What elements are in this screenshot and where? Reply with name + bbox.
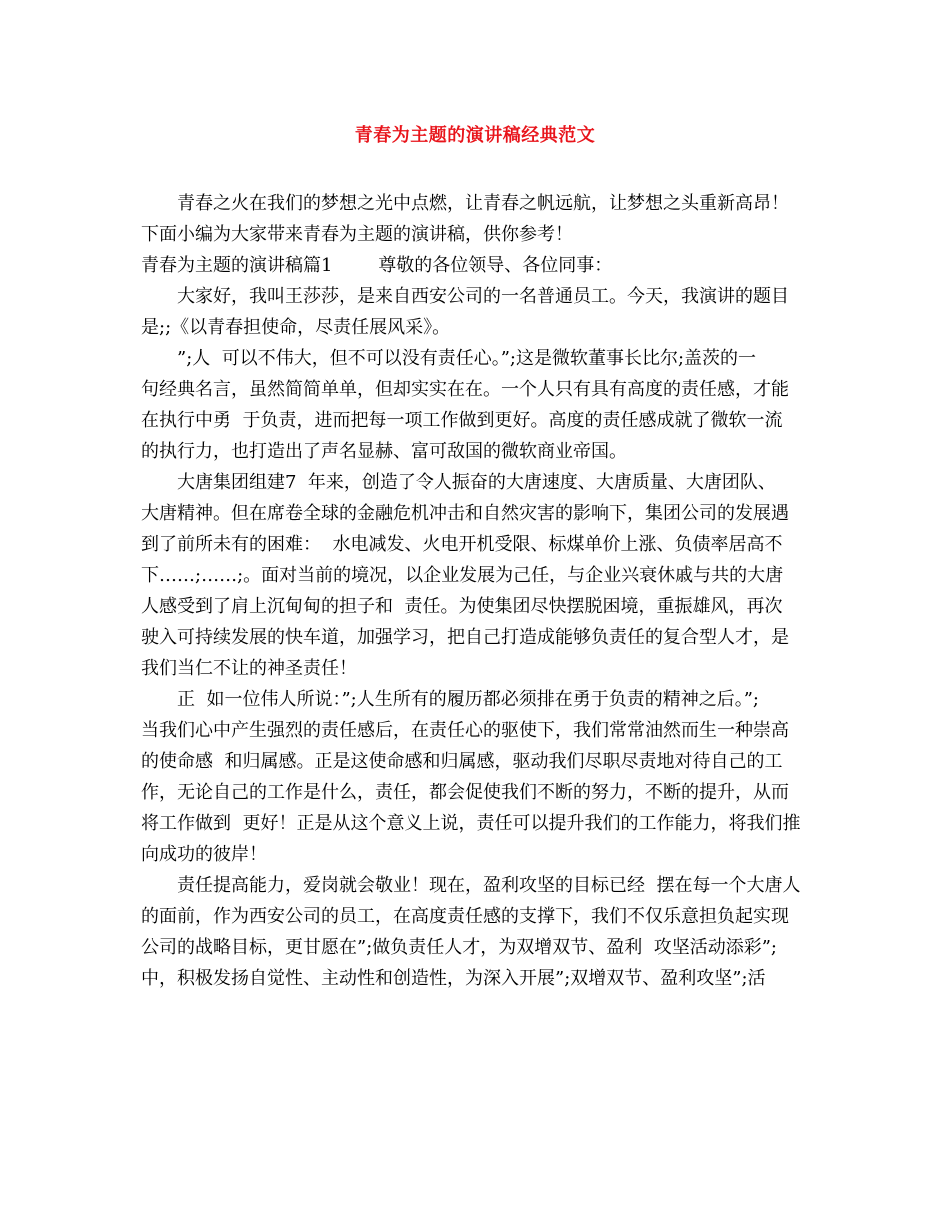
paragraph-line: 大唐集团组建7 年来，创造了令人振奋的大唐速度、大唐质量、大唐团队、 <box>177 472 776 493</box>
paragraph-line: 下面小编为大家带来青春为主题的演讲稿，供你参考！ <box>141 224 573 245</box>
paragraph-line: 句经典名言，虽然简简单单，但却实实在在。一个人只有具有高度的责任感，才能 <box>141 379 789 400</box>
paragraph-line: 作，无论自己的工作是什么，责任，都会促使我们不断的努力，不断的提升，从而 <box>141 782 789 803</box>
paragraph-line: 中，积极发扬自觉性、主动性和创造性，为深入开展”;双增双节、盈利攻坚”;活 <box>141 968 766 989</box>
paragraph-line: 正 如一位伟人所说：”;人生所有的履历都必须排在勇于负责的精神之后。”; <box>177 689 759 710</box>
paragraph-line: 当我们心中产生强烈的责任感后，在责任心的驱使下，我们常常油然而生一种崇高 <box>141 720 789 741</box>
paragraph-line: 责任提高能力，爱岗就会敬业！现在，盈利攻坚的目标已经 摆在每一个大唐人 <box>177 875 801 896</box>
paragraph-line: 人感受到了肩上沉甸甸的担子和 责任。为使集团尽快摆脱困境，重振雄风，再次 <box>141 596 783 617</box>
paragraph-line: 下……;……;。面对当前的境况，以企业发展为己任，与企业兴衰休戚与共的大唐 <box>141 565 784 586</box>
paragraph-line: 驶入可持续发展的快车道，加强学习，把自己打造成能够负责任的复合型人才，是 <box>141 627 789 648</box>
paragraph-line: 公司的战略目标，更甘愿在”;做负责任人才，为双增双节、盈利 攻坚活动添彩”; <box>141 937 777 958</box>
paragraph-line: 在执行中勇 于负责，进而把每一项工作做到更好。高度的责任感成就了微软一流 <box>141 410 783 431</box>
document-title: 青春为主题的演讲稿经典范文 <box>354 125 596 146</box>
paragraph-line: ”;人 可以不伟大，但不可以没有责任心。”;这是微软董事长比尔;盖茨的一 <box>177 348 757 369</box>
paragraph-line: 的面前，作为西安公司的员工，在高度责任感的支撑下，我们不仅乐意担负起实现 <box>141 906 789 927</box>
document-body <box>141 188 813 994</box>
paragraph-line: 将工作做到 更好！正是从这个意义上说，责任可以提升我们的工作能力，将我们推 <box>141 813 801 834</box>
paragraph-line: 是;;《以青春担使命，尽责任展风采》。 <box>141 317 451 338</box>
paragraph-line: 大唐精神。但在席卷全球的金融危机冲击和自然灾害的影响下，集团公司的发展遇 <box>141 503 789 524</box>
paragraph-line: 的使命感 和归属感。正是这使命感和归属感，驱动我们尽职尽责地对待自己的工 <box>141 751 783 772</box>
section-heading-line: 青春为主题的演讲稿篇1 尊敬的各位领导、各位同事： <box>141 255 613 276</box>
paragraph-line: 我们当仁不让的神圣责任！ <box>141 658 357 679</box>
paragraph-line: 大家好，我叫王莎莎，是来自西安公司的一名普通员工。今天，我演讲的题目 <box>177 286 789 307</box>
paragraph-line: 到了前所未有的困难： 水电减发、火电开机受限、标煤单价上涨、负债率居高不 <box>141 534 783 555</box>
paragraph-line: 的执行力，也打造出了声名显赫、富可敌国的微软商业帝国。 <box>141 441 627 462</box>
paragraph-line: 青春之火在我们的梦想之光中点燃，让青春之帆远航，让梦想之头重新高昂！ <box>177 193 789 214</box>
paragraph-line: 向成功的彼岸！ <box>141 844 267 865</box>
